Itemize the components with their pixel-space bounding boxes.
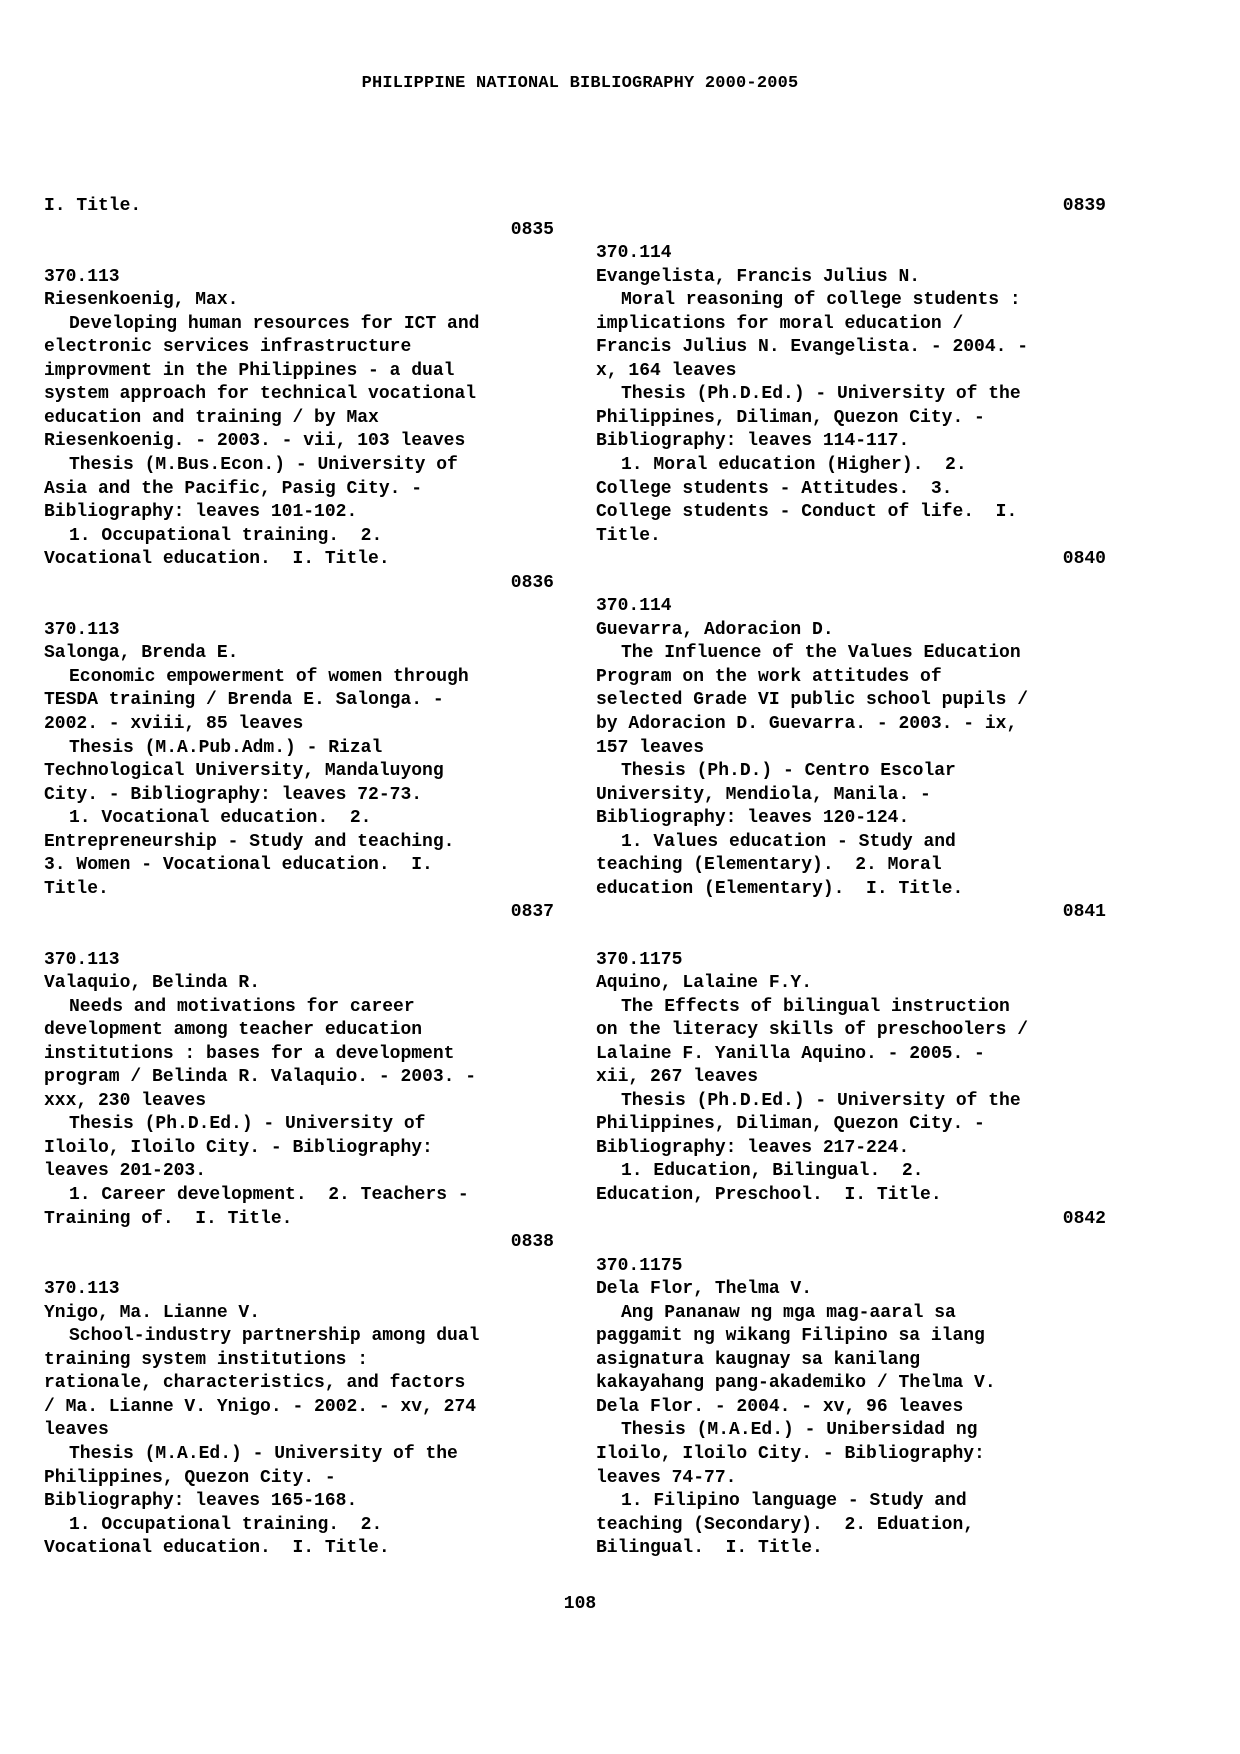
entry-line: xxx, 230 leaves <box>44 1090 207 1111</box>
entry-line: College students - Conduct of life. I. <box>596 502 1018 523</box>
entry-line: Philippines, Quezon City. - <box>44 1467 336 1488</box>
entry-line: Evangelista, Francis Julius N. <box>596 266 921 287</box>
entry-line: teaching (Elementary). 2. Moral <box>596 855 942 876</box>
entry-number: 0837 <box>510 902 554 923</box>
entry-line: Philippines, Diliman, Quezon City. - <box>596 407 985 428</box>
entry-line: 370.1175 <box>596 949 683 970</box>
entry-line: Bibliography: leaves 101-102. <box>44 502 358 523</box>
entry-line: 370.113 <box>44 266 120 287</box>
entry-line: leaves <box>44 1420 109 1441</box>
entry-line: Entrepreneurship - Study and teaching. <box>44 831 455 852</box>
entry-line: Developing human resources for ICT and <box>69 313 480 334</box>
page-header: PHILIPPINE NATIONAL BIBLIOGRAPHY 2000-2005 <box>361 74 799 93</box>
entry-line: Bibliography: leaves 114-117. <box>596 431 910 452</box>
entry-line: 370.114 <box>596 596 672 617</box>
blank-line <box>596 219 1106 243</box>
entry-line: Guevarra, Adoracion D. <box>596 619 834 640</box>
entry-line: 1. Occupational training. 2. <box>69 525 383 546</box>
entry-line: Bibliography: leaves 165-168. <box>44 1491 358 1512</box>
entry-number: 0836 <box>510 572 554 593</box>
entry-line: Bibliography: leaves 217-224. <box>596 1137 910 1158</box>
entry-line: Valaquio, Belinda R. <box>44 973 261 994</box>
entry-line: Dela Flor. - 2004. - xv, 96 leaves <box>596 1396 964 1417</box>
entry-line: 3. Women - Vocational education. I. <box>44 855 433 876</box>
blank-line <box>44 595 554 619</box>
entry-line: Iloilo, Iloilo City. - Bibliography: <box>596 1443 985 1464</box>
entry-line: 2002. - xviii, 85 leaves <box>44 714 304 735</box>
blank-line <box>596 572 1106 596</box>
entry-line: 1. Education, Bilingual. 2. <box>621 1161 924 1182</box>
entry-line: 1. Values education - Study and <box>621 831 956 852</box>
entry-line: TESDA training / Brenda E. Salonga. - <box>44 690 444 711</box>
entry-line: Title. <box>596 525 661 546</box>
entry-line: Francis Julius N. Evangelista. - 2004. - <box>596 337 1029 358</box>
entry-line: 370.1175 <box>596 1255 683 1276</box>
entry-line: development among teacher education <box>44 1020 423 1041</box>
entry-line: School-industry partnership among dual <box>69 1326 480 1347</box>
entry-line: Bilingual. I. Title. <box>596 1538 823 1559</box>
entry-number: 0840 <box>1062 549 1106 570</box>
entry-line: education (Elementary). I. Title. <box>596 878 964 899</box>
entry-line: Needs and motivations for career <box>69 996 415 1017</box>
entry-line: kakayahang pang-akademiko / Thelma V. <box>596 1373 996 1394</box>
entry-line: Bibliography: leaves 120-124. <box>596 808 910 829</box>
entry-line: program / Belinda R. Valaquio. - 2003. - <box>44 1067 477 1088</box>
right-column <box>596 195 1106 1561</box>
entry-line: Moral reasoning of college students : <box>621 290 1021 311</box>
entry-line: Thesis (Ph.D.Ed.) - University of the <box>621 384 1021 405</box>
entry-line: leaves 201-203. <box>44 1161 207 1182</box>
entry-line: Salonga, Brenda E. <box>44 643 239 664</box>
entry-line: selected Grade VI public school pupils / <box>596 690 1029 711</box>
entry-line: 1. Occupational training. 2. <box>69 1514 383 1535</box>
entry-line: asignatura kaugnay sa kanilang <box>596 1349 921 1370</box>
entry-line: improvment in the Philippines - a dual <box>44 360 455 381</box>
entry-line: Training of. I. Title. <box>44 1208 293 1229</box>
entry-line: 1. Moral education (Higher). 2. <box>621 455 967 476</box>
entry-line: Thesis (M.A.Pub.Adm.) - Rizal <box>69 737 383 758</box>
entry-line: institutions : bases for a development <box>44 1043 455 1064</box>
left-column <box>44 195 554 1561</box>
entry-line: 1. Vocational education. 2. <box>69 808 372 829</box>
entry-line: rationale, characteristics, and factors <box>44 1373 466 1394</box>
entry-line: electronic services infrastructure <box>44 337 412 358</box>
entry-number: 0835 <box>510 219 554 240</box>
entry-line: Riesenkoenig, Max. <box>44 290 239 311</box>
entry-line: implications for moral education / <box>596 313 964 334</box>
entry-line: by Adoracion D. Guevarra. - 2003. - ix, <box>596 714 1018 735</box>
entry-line: I. Title. <box>44 196 142 216</box>
entry-line: Program on the work attitudes of <box>596 666 942 687</box>
entry-line: x, 164 leaves <box>596 360 737 381</box>
entry-line: Asia and the Pacific, Pasig City. - <box>44 478 423 499</box>
entry-line: Title. <box>44 878 109 899</box>
entry-line: leaves 74-77. <box>596 1467 737 1488</box>
entry-line: Thesis (Ph.D.Ed.) - University of the <box>621 1090 1021 1111</box>
entry-line: Thesis (M.A.Ed.) - University of the <box>69 1443 458 1464</box>
entry-line: Aquino, Lalaine F.Y. <box>596 973 813 994</box>
entry-number: 0838 <box>510 1232 554 1253</box>
entry-line: Vocational education. I. Title. <box>44 549 390 570</box>
entry-line: 1. Career development. 2. Teachers - <box>69 1184 469 1205</box>
entry-line: Ynigo, Ma. Lianne V. <box>44 1302 261 1323</box>
entry-line: 370.113 <box>44 949 120 970</box>
entry-line: Riesenkoenig. - 2003. - vii, 103 leaves <box>44 431 466 452</box>
blank-line <box>596 1231 1106 1255</box>
blank-line <box>44 1255 554 1279</box>
entry-line: College students - Attitudes. 3. <box>596 478 953 499</box>
entry-line: University, Mendiola, Manila. - <box>596 784 931 805</box>
entry-line: xii, 267 leaves <box>596 1067 759 1088</box>
entry-line: Education, Preschool. I. Title. <box>596 1184 942 1205</box>
entry-line: 370.113 <box>44 619 120 640</box>
entry-line: education and training / by Max <box>44 407 379 428</box>
entry-line: 370.113 <box>44 1279 120 1300</box>
entry-line: Lalaine F. Yanilla Aquino. - 2005. - <box>596 1043 985 1064</box>
entry-line: Economic empowerment of women through <box>69 666 469 687</box>
entry-line: teaching (Secondary). 2. Eduation, <box>596 1514 975 1535</box>
entry-line: Thesis (M.A.Ed.) - Unibersidad ng <box>621 1420 978 1441</box>
entry-line: Iloilo, Iloilo City. - Bibliography: <box>44 1137 433 1158</box>
entry-line: The Effects of bilingual instruction <box>621 996 1010 1017</box>
entry-line: Thesis (M.Bus.Econ.) - University of <box>69 455 458 476</box>
entry-line: / Ma. Lianne V. Ynigo. - 2002. - xv, 274 <box>44 1396 477 1417</box>
entry-number: 0839 <box>1062 196 1106 216</box>
entry-line: on the literacy skills of preschoolers / <box>596 1020 1029 1041</box>
entry-line: Philippines, Diliman, Quezon City. - <box>596 1114 985 1135</box>
entry-line: 370.114 <box>596 243 672 264</box>
page-number: 108 <box>563 1594 597 1614</box>
entry-line: system approach for technical vocational <box>44 384 477 405</box>
blank-line <box>596 925 1106 949</box>
entry-line: Thesis (Ph.D.) - Centro Escolar <box>621 761 956 782</box>
entry-line: training system institutions : <box>44 1349 369 1370</box>
entry-line: Dela Flor, Thelma V. <box>596 1279 813 1300</box>
blank-line <box>44 925 554 949</box>
entry-line: 157 leaves <box>596 737 705 758</box>
entry-line: City. - Bibliography: leaves 72-73. <box>44 784 423 805</box>
entry-line: Technological University, Mandaluyong <box>44 761 444 782</box>
entry-line: Vocational education. I. Title. <box>44 1538 390 1559</box>
entry-line: Thesis (Ph.D.Ed.) - University of <box>69 1114 426 1135</box>
entry-line: 1. Filipino language - Study and <box>621 1491 967 1512</box>
entry-line: The Influence of the Values Education <box>621 643 1021 664</box>
entry-number: 0842 <box>1062 1208 1106 1229</box>
entry-number: 0841 <box>1062 902 1106 923</box>
entry-line: Ang Pananaw ng mga mag-aaral sa <box>621 1302 956 1323</box>
entry-line: paggamit ng wikang Filipino sa ilang <box>596 1326 985 1347</box>
blank-line <box>44 242 554 266</box>
